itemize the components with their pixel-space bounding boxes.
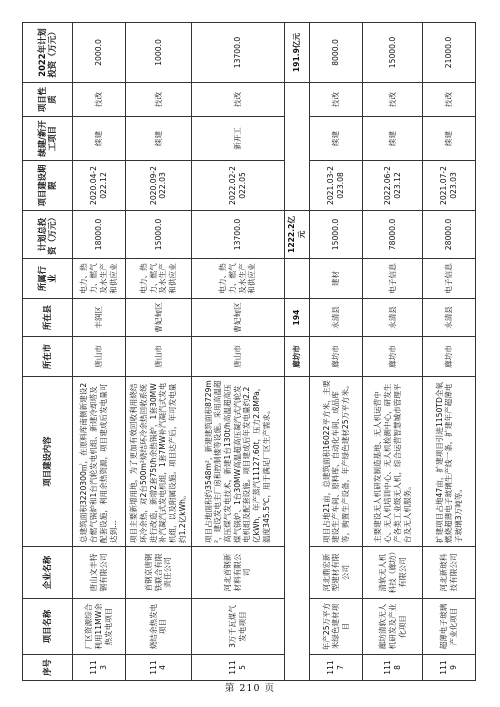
- project-content: 项目占地21亩，总建筑面积16022平方米，主要建设生产车间、原料库、自动化车间、成品库等，购置生产设备，年产绿色建材25万平方米。: [309, 377, 363, 547]
- industry: 电力、热力、燃气及水生产和供应业: [191, 259, 284, 299]
- city-summary-name: 廊坊市: [284, 337, 309, 377]
- project-content: 总建筑面积3220300㎡，在原料库南侧新建设2台燃气锅炉和1台汽轮发电机组、新建冷却塔及配套设施，利用余热资源，项目建成后发电量可达到...: [72, 377, 126, 547]
- row-number: 1114: [126, 655, 191, 681]
- industry: 电子信息: [363, 259, 423, 299]
- industry: 电子信息: [423, 259, 476, 299]
- company-name: 河北首钢新材料有限公司: [191, 547, 284, 599]
- project-nature: 技改: [309, 83, 363, 117]
- row-number: 1118: [363, 655, 423, 681]
- header-cell: 企业名称: [23, 547, 73, 599]
- project-nature: 技改: [363, 83, 423, 117]
- table-row: [423, 23, 476, 681]
- project-nature: 技改: [423, 83, 476, 117]
- city-summary-blank: [284, 259, 309, 299]
- header-cell: 项目建设内容: [23, 377, 73, 547]
- city-summary-count: 194: [284, 299, 309, 337]
- project-content: 主要建设无人机研发制造基地、无人机运营中心、无人机培训中心、无人机检测中心，研发生产各类工业级无人机，综合运营智慧城市管理平台及无人机服务。: [363, 377, 423, 547]
- county: 永清县: [423, 299, 476, 337]
- project-status: 续建: [126, 117, 191, 161]
- build-period: 2020.04-2022.12: [72, 161, 126, 211]
- company-name: 唐山文丰特钢有限公司: [72, 547, 126, 599]
- header-cell: 所在市: [23, 337, 73, 377]
- project-status: 续建: [363, 117, 423, 161]
- table-row: [72, 23, 126, 681]
- header-cell: 项目名称: [23, 599, 73, 655]
- total-investment: 28000.0: [423, 211, 476, 259]
- build-period: 2020.09-2022.03: [126, 161, 191, 211]
- project-content: 项目主要新增用地，为了更加有效回收利用烧结环冷余热，对2台500m²烧结环冷余热回收系统进行改造，新增2套75t/h余热锅炉，1套30MW补汽凝汽式发电机组，1套7MW补汽凝汽式发电机组，以及附属设施。项目达产后，年可发电量约1.2亿kWh。: [126, 377, 191, 547]
- project-nature: 技改: [126, 83, 191, 117]
- header-cell: 所属行业: [23, 259, 73, 299]
- table-row: [309, 23, 363, 681]
- row-number: 1119: [423, 655, 476, 681]
- project-name: 3万千瓦煤气发电项目: [191, 599, 284, 655]
- plan-investment: 1000.0: [126, 23, 191, 83]
- project-status: 续建: [309, 117, 363, 161]
- city: 廊坊市: [309, 337, 363, 377]
- city: 廊坊市: [423, 337, 476, 377]
- header-cell: 项目性质: [23, 83, 73, 117]
- total-investment: 15000.0: [309, 211, 363, 259]
- project-status: 续建: [72, 117, 126, 161]
- header-cell: 2022年计划投资（万元）: [23, 23, 73, 83]
- build-period: 2021.07-2023.03: [423, 161, 476, 211]
- header-cell: 所在县: [23, 299, 73, 337]
- project-name: 超薄电子玻璃产业化项目: [423, 599, 476, 655]
- total-investment: 18000.0: [72, 211, 126, 259]
- plan-investment: 8000.0: [309, 23, 363, 83]
- plan-investment: 13700.0: [191, 23, 284, 83]
- county: 永清县: [309, 299, 363, 337]
- plan-investment: 2000.0: [72, 23, 126, 83]
- build-period: 2022.02-2022.05: [191, 161, 284, 211]
- page-number: 第 210 页: [224, 683, 276, 694]
- city: 唐山市: [126, 337, 191, 377]
- row-number: 1115: [191, 655, 284, 681]
- project-nature: 技改: [72, 83, 126, 117]
- build-period: 2022.06-2023.12: [363, 161, 423, 211]
- county: 丰润区: [72, 299, 126, 337]
- header-cell: 序号: [23, 655, 73, 681]
- county: 永清县: [363, 299, 423, 337]
- total-investment: 13700.0: [191, 211, 284, 259]
- row-number: 1117: [309, 655, 363, 681]
- header-cell: 项目建设期限: [23, 161, 73, 211]
- row-number: 1113: [72, 655, 126, 681]
- project-content: 扩建项目占地47亩，扩建项目引进1150TD全氧燃烧超薄电子玻璃生产线一条，扩建年产超薄电子玻璃3万吨等。: [423, 377, 476, 547]
- header-cell: 续建/新开工项目: [23, 117, 73, 161]
- header-cell: 计划总投资（万元）: [23, 211, 73, 259]
- industry: 电力、热力、燃气及水生产和供应业: [126, 259, 191, 299]
- project-content: 项目占地面积约3548m²，新建建筑面积8729m²，建设发电主厂房和控制楼等设施。采用高温超高压煤气发电技术，新建1台130t/h高温超高压煤气锅炉、1台30MW高温超高压凝汽式汽轮发电机组及配套设施。项目建成后年发电量约2.2亿kWh，年产蒸汽11127.60t，压力2.8MPa，温度345.5℃，用于满足厂区生产需求。: [191, 377, 284, 547]
- company-name: 河北新玻科技有限公司: [423, 547, 476, 599]
- project-name: 烧结余热发电项目: [126, 599, 191, 655]
- total-investment: 15000.0: [126, 211, 191, 259]
- city-summary-investment: 1222.2亿元: [284, 211, 309, 259]
- project-name: 廊坊清软无人机研发及产业化项目: [363, 599, 423, 655]
- project-name: 年产25万平方米绿色建材项目: [309, 599, 363, 655]
- project-name: 厂区资源综合利用11MW余热发电项目: [72, 599, 126, 655]
- rotated-table-wrapper: [22, 23, 476, 681]
- city-summary-plan: 191.9亿元: [284, 23, 309, 83]
- industry: 建材: [309, 259, 363, 299]
- project-status: 新开工: [191, 117, 284, 161]
- plan-investment: 21000.0: [423, 23, 476, 83]
- project-nature: 技改: [191, 83, 284, 117]
- city-summary-blank: [284, 377, 309, 681]
- company-name: 清软无人机科技（廊坊）有限公司: [363, 547, 423, 599]
- table-row: [126, 23, 191, 681]
- city: 廊坊市: [363, 337, 423, 377]
- project-status: 续建: [423, 117, 476, 161]
- table-row: [191, 23, 284, 681]
- county: 曹妃甸区: [191, 299, 284, 337]
- county: 曹妃甸区: [126, 299, 191, 337]
- table-row: [363, 23, 423, 681]
- project-table: [22, 22, 476, 681]
- build-period: 2021.03-2023.08: [309, 161, 363, 211]
- plan-investment: 15000.0: [363, 23, 423, 83]
- city-summary-row: [284, 23, 309, 681]
- table-header-row: [23, 23, 73, 681]
- total-investment: 78000.0: [363, 211, 423, 259]
- company-name: 河北鼎宏新型建材有限公司: [309, 547, 363, 599]
- city-summary-blank: [284, 83, 309, 211]
- city: 唐山市: [191, 337, 284, 377]
- company-name: 首钢京唐钢铁联合有限责任公司: [126, 547, 191, 599]
- industry: 电力、热力、燃气及水生产和供应业: [72, 259, 126, 299]
- city: 唐山市: [72, 337, 126, 377]
